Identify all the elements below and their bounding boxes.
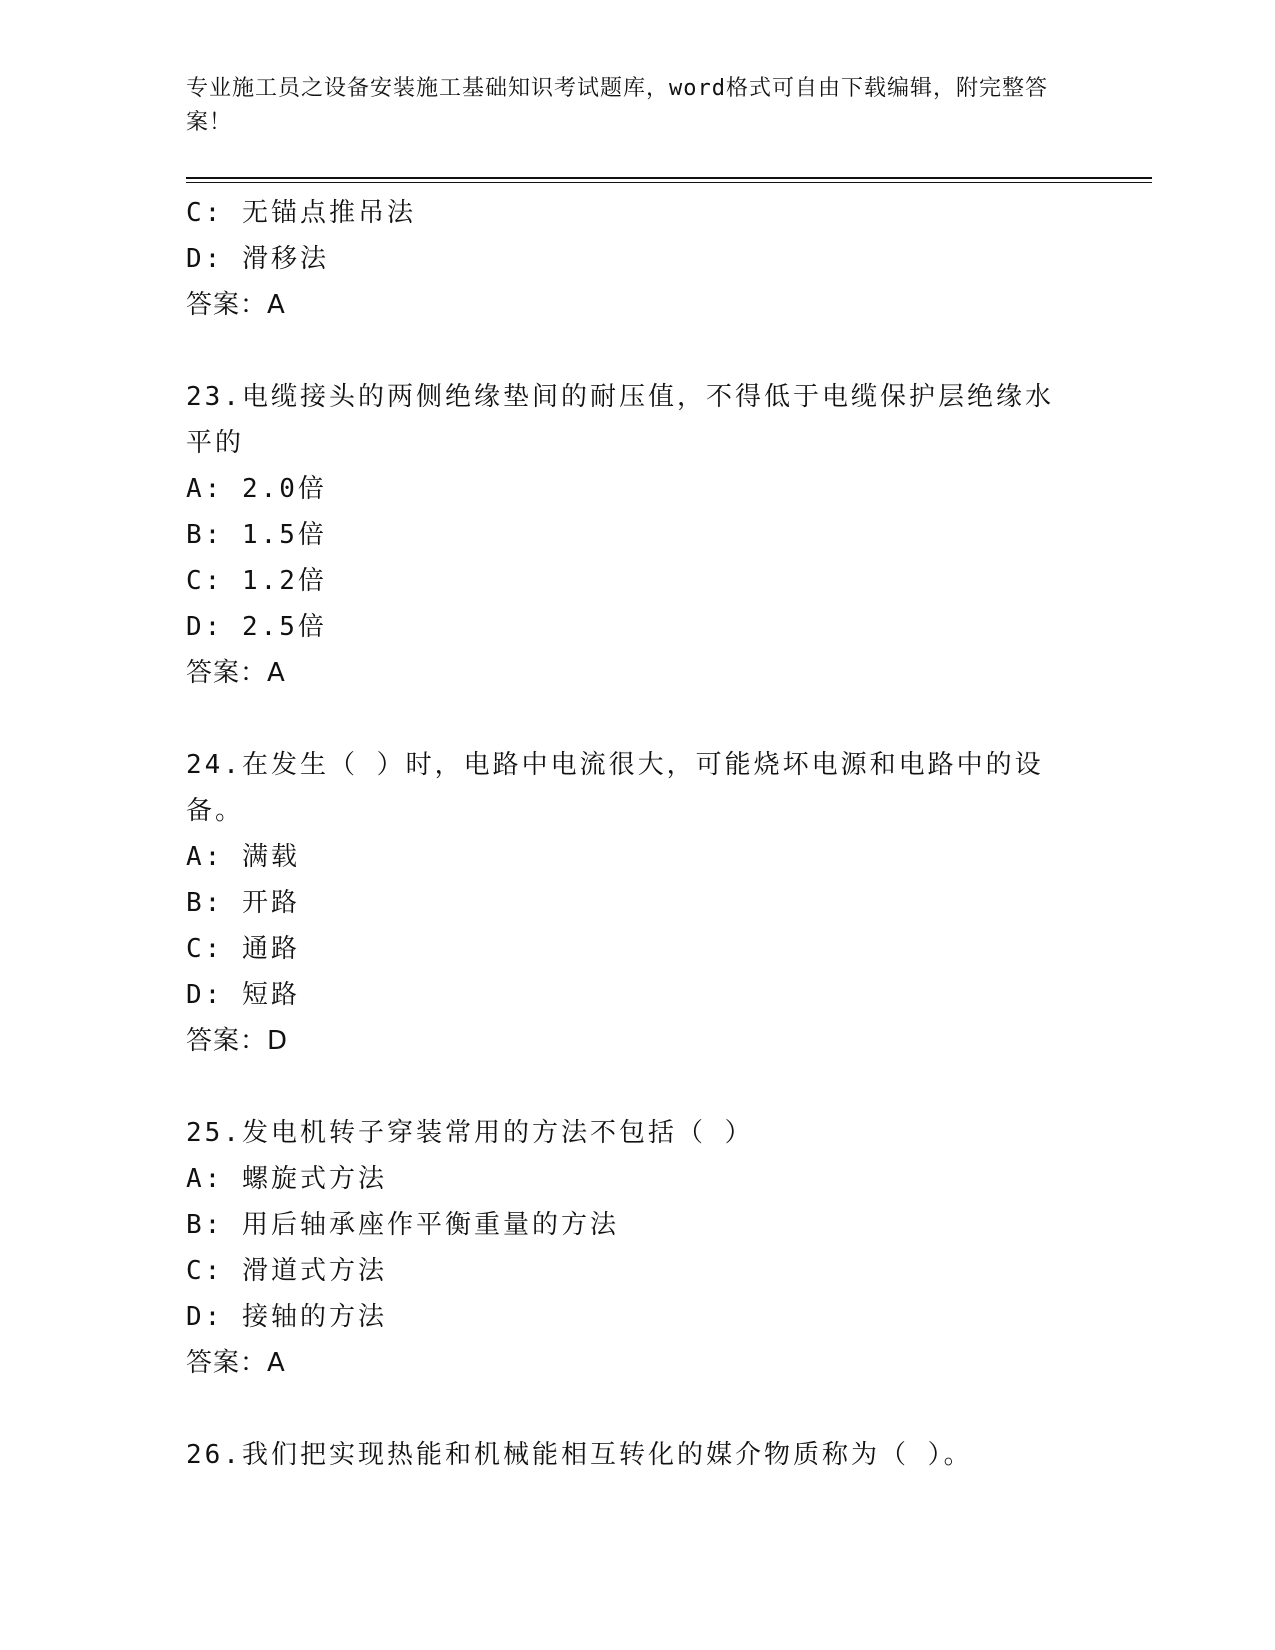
question-list xyxy=(186,190,1086,1478)
option-b xyxy=(186,880,1086,926)
option-d xyxy=(186,1294,1086,1340)
question-stem: 24.在发生（ ）时，电路中电流很大，可能烧坏电源和电路中的设备。 xyxy=(186,750,1044,826)
question-26 xyxy=(186,1432,1086,1478)
header-divider-thin xyxy=(186,182,1152,183)
option-text: 用后轴承座作平衡重量的方法 xyxy=(241,1210,619,1240)
option-text: 1.2倍 xyxy=(241,566,327,596)
option-letter: C: xyxy=(186,198,224,228)
question-22-continuation xyxy=(186,190,1086,328)
option-letter: C: xyxy=(186,1256,224,1286)
option-b xyxy=(186,1202,1086,1248)
option-letter: C: xyxy=(186,566,224,596)
question-stem: 23.电缆接头的两侧绝缘垫间的耐压值，不得低于电缆保护层绝缘水平的 xyxy=(186,382,1054,458)
option-a xyxy=(186,1156,1086,1202)
option-text: 滑移法 xyxy=(241,244,329,274)
answer-line: 答案：A xyxy=(186,1348,286,1378)
question-stem: 26.我们把实现热能和机械能相互转化的媒介物质称为（ ）。 xyxy=(186,1440,973,1470)
option-text: 满载 xyxy=(241,842,300,872)
header-divider-thick xyxy=(186,177,1152,179)
question-24 xyxy=(186,742,1086,1064)
option-c xyxy=(186,1248,1086,1294)
option-letter: B: xyxy=(186,520,224,550)
option-letter: D: xyxy=(186,980,224,1010)
option-letter: A: xyxy=(186,842,224,872)
option-c xyxy=(186,926,1086,972)
question-23 xyxy=(186,374,1086,696)
option-c xyxy=(186,190,1086,236)
option-text: 2.0倍 xyxy=(241,474,327,504)
document-header: 专业施工员之设备安装施工基础知识考试题库，word格式可自由下载编辑，附完整答案！ xyxy=(186,76,1048,135)
option-text: 接轴的方法 xyxy=(241,1302,387,1332)
answer-line: 答案：A xyxy=(186,658,286,688)
option-letter: B: xyxy=(186,888,224,918)
option-text: 滑道式方法 xyxy=(241,1256,387,1286)
question-stem: 25.发电机转子穿装常用的方法不包括（ ） xyxy=(186,1118,754,1148)
option-a xyxy=(186,834,1086,880)
option-b xyxy=(186,512,1086,558)
option-letter: D: xyxy=(186,244,224,274)
answer-line: 答案：D xyxy=(186,1026,289,1056)
option-d xyxy=(186,972,1086,1018)
answer-line: 答案：A xyxy=(186,290,286,320)
option-letter: A: xyxy=(186,1164,224,1194)
option-d xyxy=(186,236,1086,282)
option-text: 2.5倍 xyxy=(241,612,327,642)
question-25 xyxy=(186,1110,1086,1386)
option-text: 短路 xyxy=(241,980,300,1010)
option-letter: A: xyxy=(186,474,224,504)
option-c xyxy=(186,558,1086,604)
option-text: 通路 xyxy=(241,934,300,964)
option-letter: B: xyxy=(186,1210,224,1240)
option-letter: C: xyxy=(186,934,224,964)
option-a xyxy=(186,466,1086,512)
option-text: 螺旋式方法 xyxy=(241,1164,387,1194)
option-text: 开路 xyxy=(241,888,300,918)
option-letter: D: xyxy=(186,1302,224,1332)
option-text: 1.5倍 xyxy=(241,520,327,550)
option-d xyxy=(186,604,1086,650)
option-text: 无锚点推吊法 xyxy=(241,198,416,228)
option-letter: D: xyxy=(186,612,224,642)
